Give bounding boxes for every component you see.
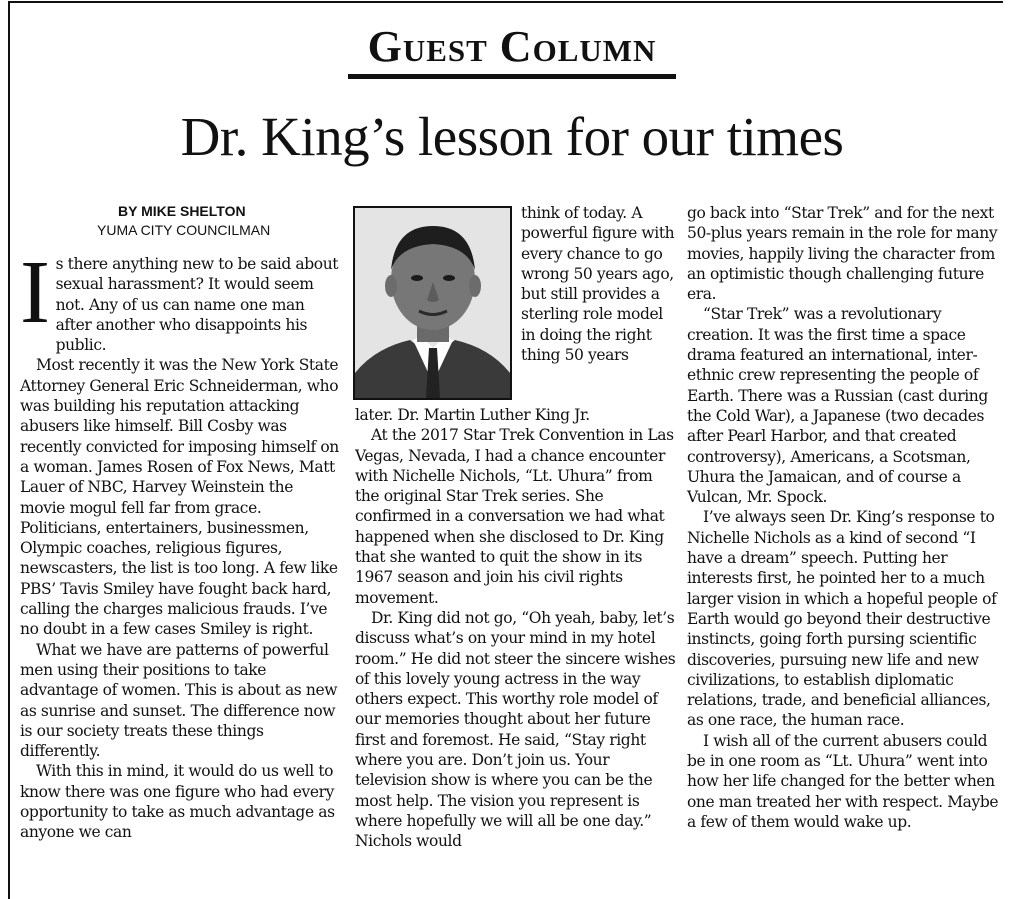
paragraph [20,243,342,355]
drop-cap: I [20,243,50,342]
kicker-underline [348,74,676,79]
author-title: YUMA CITY COUNCILMAN [97,222,271,238]
paragraph: Dr. King did not go, “Oh yeah, baby, let’s discuss what’s on your mind in my hotel room.” He did not steer the sincere wishes of this lovely young actress in the way others expect. This worthy role model of our memories thought about her future first and foremost. He said, “Stay right where you are. Don’t join us. Your television show is where you can be the most help. The vision you represent is where hopefully we will all be one day.” Nichols would [355,608,676,851]
paragraph: What we have are patterns of powerful men using their positions to take advantage of women. This is about as new as sunrise and sunset. The difference now is our society treats these things differently. [20,640,338,761]
section-kicker: Guest Column [367,22,657,71]
author-portrait-image [355,208,510,398]
paragraph: go back into “Star Trek” and for the next 50-plus years remain in the role for many movies, happily living the character from an optimistic though challenging future era. [687,204,998,304]
paragraph: later. Dr. Martin Luther King Jr. [355,406,590,424]
article-column-3 [687,203,1007,832]
article-column-2 [355,405,680,852]
author-photo [353,206,512,400]
article-headline: Dr. King’s lesson for our times [180,106,844,167]
paragraph: At the 2017 Star Trek Convention in Las Vegas, Nevada, I had a chance encounter with Nichelle Nichols, “Lt. Uhura” from the original Star Trek series. She confirmed in a conversation we had what happened when she disclosed to Dr. King that she wanted to quit the show in its 1967 season and join his civil rights movement. [355,426,674,607]
top-border-rule [8,1,1003,3]
paragraph-text: s there anything new to be said about sexual harassment? It would seem not. Any of us can name one man after another who disappoints his public. [55,255,339,355]
left-border-rule [8,1,10,899]
article-column-1 [20,243,342,843]
paragraph: think of today. A powerful figure with every chance to go wrong 50 years ago, but still provides a sterling role model in doing the right thing 50 years [521,204,675,365]
paragraph: I’ve always seen Dr. King’s response to Nichelle Nichols as a kind of second “I have a dream” speech. Putting her interests first, he pointed her to a much larger vision in which a hopeful people of Earth would go beyond their destructive instincts, going forth pursing scientific discoveries, pursuing new life and new civilizations, to establish diplomatic relations, trade, and beneficial alliances, as one race, the human race. [687,508,997,730]
article-column-2-beside-photo [521,203,681,365]
paragraph: Most recently it was the New York State Attorney General Eric Schneiderman, who was building his reputation attacking abusers like himself. Bill Cosby was recently convicted for imposing himself on a woman. James Rosen of Fox News, Matt Lauer of NBC, Harvey Weinstein the movie mogul fell far from grace. Politicians, entertainers, businessmen, Olympic coaches, religious figures, newscasters, the list is too long. A few like PBS’ Tavis Smiley have fought back hard, calling the charges malicious frauds. I’ve no doubt in a few cases Smiley is right. [20,356,339,639]
paragraph: “Star Trek” was a revolutionary creation. It was the first time a space drama featured an international, inter-ethnic crew representing the people of Earth. There was a Russian (cast during the Cold War), a Japanese (two decades after Pearl Harbor, and that created controversy), Americans, a Scotsman, Uhura the Jamaican, and of course a Vulcan, Mr. Spock. [687,305,988,507]
paragraph: I wish all of the current abusers could be in one room as “Lt. Uhura” went into how her life changed for the better when one man treated her with respect. Maybe a few of them would wake up. [687,731,999,831]
paragraph: With this in mind, it would do us well to know there was one figure who had every opportunity to take as much advantage as anyone we can [20,762,335,842]
author-byline: BY MIKE SHELTON [118,203,246,219]
